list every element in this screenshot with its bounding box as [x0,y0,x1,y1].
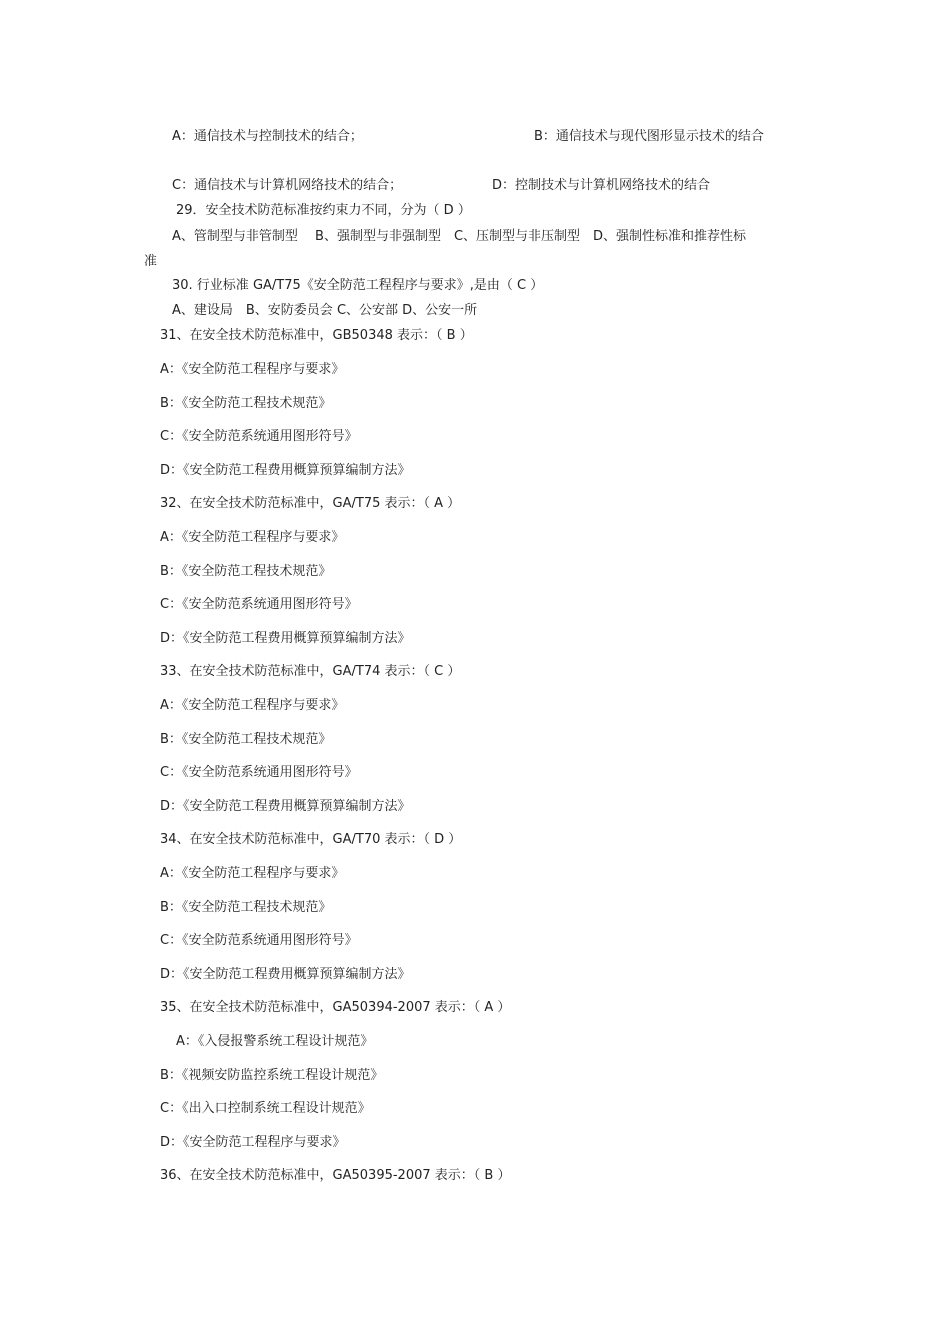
q35-option-d: D：《安全防范工程程序与要求》 [160,1135,346,1150]
q31-option-b: B：《安全防范工程技术规范》 [160,396,332,411]
q33-option-d: D：《安全防范工程费用概算预算编制方法》 [160,799,411,814]
q35-option-b: B：《视频安防监控系统工程设计规范》 [160,1068,384,1083]
q31-option-a: A：《安全防范工程程序与要求》 [160,362,345,377]
q31-option-c: C：《安全防范系统通用图形符号》 [160,429,358,444]
q28-option-a: A：通信技术与控制技术的结合； [172,129,363,144]
q33-option-b: B：《安全防范工程技术规范》 [160,732,332,747]
q32-option-c: C：《安全防范系统通用图形符号》 [160,597,358,612]
q28-option-b: B：通信技术与现代图形显示技术的结合 [534,129,764,144]
q36-question: 36、在安全技术防范标准中，GA50395-2007 表示：（ B ） [160,1168,511,1183]
q34-option-a: A：《安全防范工程程序与要求》 [160,866,345,881]
q33-option-a: A：《安全防范工程程序与要求》 [160,698,345,713]
q28-option-d: D：控制技术与计算机网络技术的结合 [492,178,711,193]
q35-option-a: A：《入侵报警系统工程设计规范》 [176,1034,374,1049]
q34-option-c: C：《安全防范系统通用图形符号》 [160,933,358,948]
q30-options: A、建设局 B、安防委员会 C、公安部 D、公安一所 [172,303,478,318]
q31-option-d: D：《安全防范工程费用概算预算编制方法》 [160,463,411,478]
q35-option-c: C：《出入口控制系统工程设计规范》 [160,1101,371,1116]
q32-question: 32、在安全技术防范标准中，GA/T75 表示：（ A ） [160,496,461,511]
q34-option-b: B：《安全防范工程技术规范》 [160,900,332,915]
q32-option-b: B：《安全防范工程技术规范》 [160,564,332,579]
q29-options-line1: A、管制型与非管制型 B、强制型与非强制型 C、压制型与非压制型 D、强制性标准和推荐性标 [172,229,747,244]
q35-question: 35、在安全技术防范标准中，GA50394-2007 表示：（ A ） [160,1000,511,1015]
q31-question: 31、在安全技术防范标准中，GB50348 表示：（ B ） [160,328,473,343]
q28-option-c: C：通信技术与计算机网络技术的结合； [172,178,403,193]
q34-question: 34、在安全技术防范标准中，GA/T70 表示：（ D ） [160,832,462,847]
q33-question: 33、在安全技术防范标准中，GA/T74 表示：（ C ） [160,664,461,679]
q34-option-d: D：《安全防范工程费用概算预算编制方法》 [160,967,411,982]
q32-option-a: A：《安全防范工程程序与要求》 [160,530,345,545]
q33-option-c: C：《安全防范系统通用图形符号》 [160,765,358,780]
q32-option-d: D：《安全防范工程费用概算预算编制方法》 [160,631,411,646]
q29-question: 29．安全技术防范标准按约束力不同，分为（ D ） [176,203,471,218]
q29-options-line2: 准 [144,254,158,269]
q30-question: 30. 行业标准 GA/T75《安全防范工程程序与要求》,是由（ C ） [172,278,544,293]
